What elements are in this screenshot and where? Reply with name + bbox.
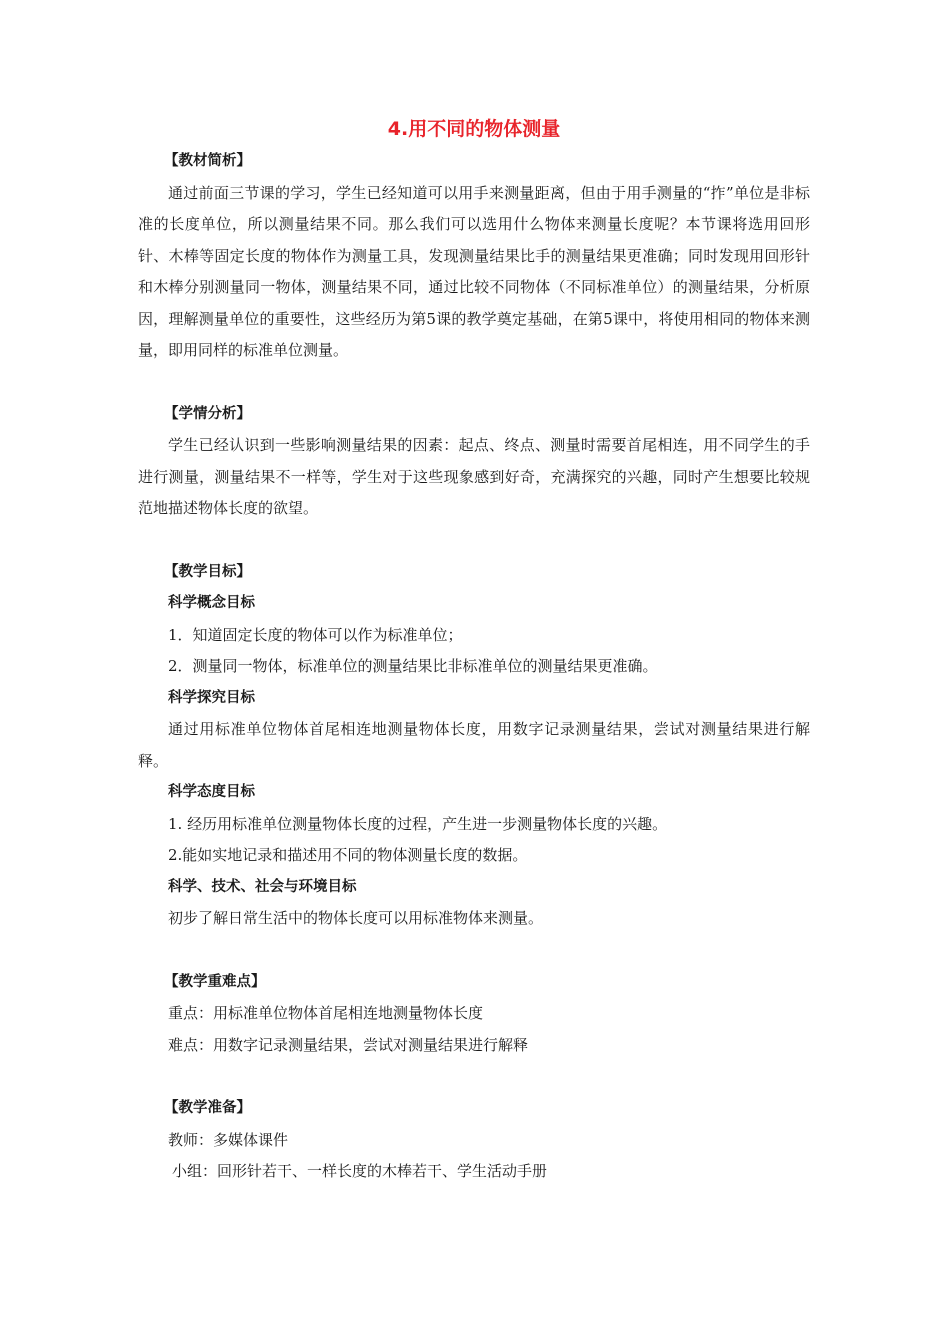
- subheading-concept-goals: 科学概念目标: [168, 595, 255, 611]
- spacer: [138, 367, 810, 399]
- spacer: [138, 525, 810, 557]
- document-page: [138, 112, 810, 1188]
- list-item: 2.能如实地记录和描述用不同的物体测量长度的数据。: [168, 846, 528, 864]
- subheading-inquiry-goals: 科学探究目标: [168, 689, 255, 706]
- section-textbook-analysis: [138, 146, 810, 367]
- section-heading: 【教学重难点】: [164, 973, 266, 990]
- subheading-attitude-goals: 科学态度目标: [168, 784, 255, 800]
- section-teaching-goals: [138, 557, 810, 935]
- paragraph: 通过用标准单位物体首尾相连地测量物体长度，用数字记录测量结果，尝试对测量结果进行解释。: [138, 720, 810, 770]
- spacer: [138, 1061, 810, 1093]
- section-student-analysis: [138, 399, 810, 525]
- document-title: 4.用不同的物体测量: [387, 118, 561, 140]
- section-key-difficult-points: [138, 967, 810, 1062]
- paragraph: 通过前面三节课的学习，学生已经知道可以用手来测量距离，但由于用手测量的“拃”单位是非标准的长度单位，所以测量结果不同。那么我们可以选用什么物体来测量长度呢？本节课将选用回形针、木棒等固定长度的物体作为测量工具，发现测量结果比手的测量结果更准确；同时发现用回形针和木棒分别测量同一物体，测量结果不同，通过比较不同物体（不同标准单位）的测量结果，分析原因，理解测量单位的重要性，这些经历为第5课的教学奠定基础，在第5课中，将使用相同的物体来测量，即用同样的标准单位测量。: [138, 183, 810, 359]
- section-heading: 【教材简析】: [164, 153, 251, 169]
- section-heading: 【教学准备】: [164, 1100, 251, 1116]
- key-point: 重点：用标准单位物体首尾相连地测量物体长度: [168, 1004, 484, 1022]
- group-materials: 小组：回形针若干、一样长度的木棒若干、学生活动手册: [172, 1162, 548, 1180]
- list-item: 1. 经历用标准单位测量物体长度的过程，产生进一步测量物体长度的兴趣。: [168, 814, 668, 833]
- section-heading: 【教学目标】: [164, 563, 251, 580]
- difficult-point: 难点：用数字记录测量结果，尝试对测量结果进行解释: [168, 1035, 529, 1054]
- subheading-sts-goals: 科学、技术、社会与环境目标: [168, 878, 357, 895]
- list-item: 1．知道固定长度的物体可以作为标准单位；: [168, 625, 463, 644]
- section-heading: 【学情分析】: [164, 405, 251, 422]
- list-item: 初步了解日常生活中的物体长度可以用标准物体来测量。: [168, 909, 544, 927]
- section-teaching-preparation: [138, 1093, 810, 1188]
- spacer: [138, 935, 810, 967]
- teacher-materials: 教师：多媒体课件: [168, 1130, 289, 1149]
- paragraph: 学生已经认识到一些影响测量结果的因素：起点、终点、测量时需要首尾相连，用不同学生的手进行测量，测量结果不一样等，学生对于这些现象感到好奇，充满探究的兴趣，同时产生想要比较规范地描述物体长度的欲望。: [138, 436, 810, 517]
- list-item: 2．测量同一物体，标准单位的测量结果比非标准单位的测量结果更准确。: [168, 657, 658, 675]
